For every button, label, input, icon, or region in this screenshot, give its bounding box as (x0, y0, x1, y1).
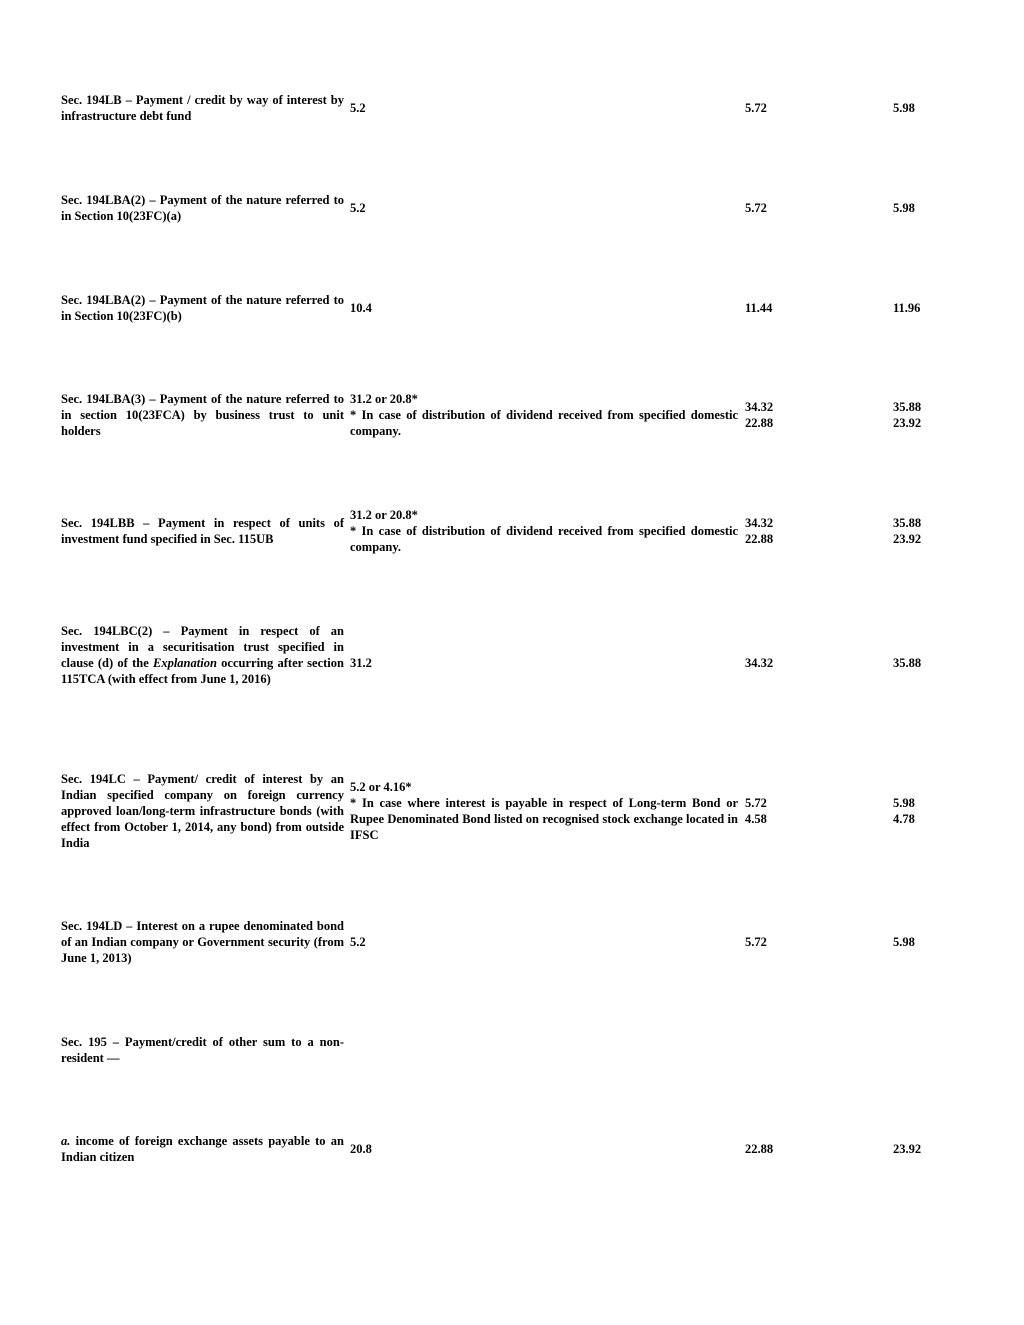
tds-rate: 10.4 (350, 301, 372, 315)
rate-with-surcharge-a (745, 515, 855, 547)
rate-with-surcharge-b: 23.92 (893, 1142, 922, 1156)
surcharge-a-alt-value: 4.58 (745, 812, 767, 826)
section-description: Sec. 194LC – Payment/ credit of interest by an Indian specified company on foreign currency approved loan/long-term infrastructure bonds (with effect from October 1, 2014, any bond) from outside India (61, 772, 344, 850)
rate-footnote: * In case where interest is payable in respect of Long-term Bond or Rupee Denominated Bond listed on recognised stock exchange located in IFSC (350, 796, 738, 842)
rate-with-surcharge-b: 5.98 (893, 201, 915, 215)
section-description: Sec. 194LB – Payment / credit by way of interest by infrastructure debt fund (61, 93, 344, 123)
surcharge-a-value: 5.72 (745, 796, 767, 810)
rate-with-surcharge-b (893, 515, 993, 547)
rate-footnote: * In case of distribution of dividend received from specified domestic company. (350, 524, 738, 554)
section-description: Sec. 194LBA(2) – Payment of the nature referred to in Section 10(23FC)(b) (61, 293, 344, 323)
rate-with-surcharge-a: 22.88 (745, 1142, 774, 1156)
section-description: Sec. 195 – Payment/credit of other sum to a non-resident — (61, 1035, 344, 1065)
rate-with-surcharge-b (893, 795, 993, 827)
surcharge-b-value: 35.88 (893, 400, 922, 414)
rate-with-surcharge-a (745, 399, 855, 431)
tds-rate: 31.2 (350, 656, 372, 670)
tds-rate: 5.2 (350, 935, 366, 949)
tds-rate-cell (350, 507, 738, 555)
rate-with-surcharge-b: 5.98 (893, 935, 915, 949)
surcharge-a-value: 34.32 (745, 400, 774, 414)
section-description: Sec. 194LBA(3) – Payment of the nature referred to in section 10(23FCA) by business trust to unit holders (61, 392, 344, 438)
rate-with-surcharge-b (893, 399, 993, 431)
tds-rate: 31.2 or 20.8* (350, 392, 418, 406)
surcharge-b-value: 5.98 (893, 796, 915, 810)
item-letter: a. (61, 1134, 71, 1148)
rate-with-surcharge-a: 5.72 (745, 935, 767, 949)
tds-rate: 5.2 or 4.16* (350, 780, 412, 794)
rate-with-surcharge-b: 5.98 (893, 101, 915, 115)
tds-rate: 20.8 (350, 1142, 372, 1156)
surcharge-b-alt-value: 23.92 (893, 532, 922, 546)
surcharge-a-alt-value: 22.88 (745, 532, 774, 546)
rate-with-surcharge-a (745, 795, 855, 827)
surcharge-a-alt-value: 22.88 (745, 416, 774, 430)
description-text-continued: occurring after section 115TCA (with effect from June 1, 2016) (61, 656, 344, 686)
rate-with-surcharge-a: 5.72 (745, 201, 767, 215)
section-description: Sec. 194LBB – Payment in respect of units of investment fund specified in Sec. 115UB (61, 516, 344, 546)
rate-with-surcharge-a: 11.44 (745, 301, 773, 315)
surcharge-a-value: 34.32 (745, 516, 774, 530)
tds-rate-cell (350, 391, 738, 439)
rate-footnote: * In case of distribution of dividend received from specified domestic company. (350, 408, 738, 438)
rate-with-surcharge-b: 35.88 (893, 656, 922, 670)
section-description: Sec. 194LBA(2) – Payment of the nature referred to in Section 10(23FC)(a) (61, 193, 344, 223)
rate-with-surcharge-a: 5.72 (745, 101, 767, 115)
description-emphasis: Explanation (153, 656, 217, 670)
section-description (61, 1133, 344, 1165)
surcharge-b-alt-value: 23.92 (893, 416, 922, 430)
tds-rate-cell (350, 779, 738, 843)
rate-with-surcharge-b: 11.96 (893, 301, 921, 315)
rate-with-surcharge-a: 34.32 (745, 656, 774, 670)
tds-rate: 5.2 (350, 201, 366, 215)
section-description: Sec. 194LD – Interest on a rupee denominated bond of an Indian company or Government security (from June 1, 2013) (61, 919, 344, 965)
tds-rate: 5.2 (350, 101, 366, 115)
description-text: income of foreign exchange assets payable to an Indian citizen (61, 1134, 344, 1164)
description-text: Sec. 194LBC(2) – Payment in respect of an investment in a securitisation trust specified in clause (d) of the (61, 624, 344, 670)
tds-rate: 31.2 or 20.8* (350, 508, 418, 522)
surcharge-b-value: 35.88 (893, 516, 922, 530)
section-description (61, 623, 344, 687)
surcharge-b-alt-value: 4.78 (893, 812, 915, 826)
